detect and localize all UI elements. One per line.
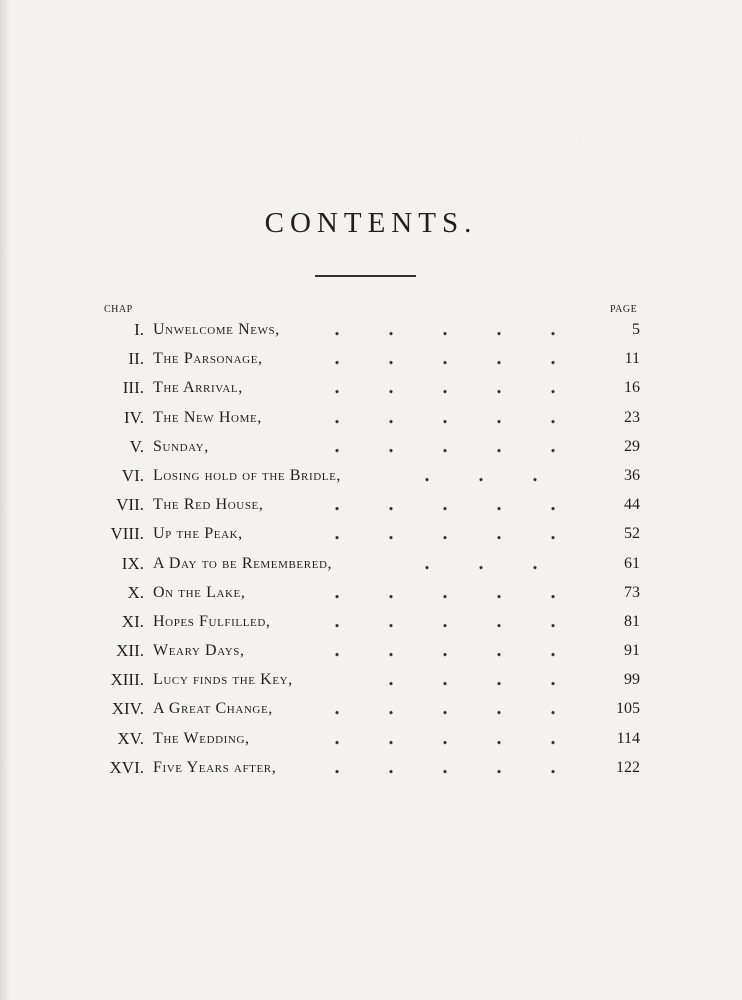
chapter-title: A Great Change, <box>153 700 273 718</box>
chapter-number: III. <box>122 378 144 398</box>
dot-leader <box>310 315 580 344</box>
chapter-title: Up the Peak, <box>153 525 243 543</box>
chapter-number: X. <box>127 582 144 602</box>
chapter-number: XII. <box>116 641 144 661</box>
page-number: 99 <box>624 671 640 689</box>
dot-leader <box>310 373 580 402</box>
dot-leader <box>310 607 580 636</box>
chapter-title: Five Years after, <box>153 758 277 776</box>
dot-leader <box>310 636 580 665</box>
toc-entry <box>0 373 742 402</box>
chapter-title: The New Home, <box>153 408 262 426</box>
title-rule <box>315 275 416 277</box>
dot-leader <box>310 344 580 373</box>
dot-leader <box>400 549 580 578</box>
chapter-title: Losing hold of the Bridle, <box>153 466 342 484</box>
chapter-title: Lucy finds the Key, <box>153 671 293 689</box>
chap-column-label: CHAP <box>104 304 133 315</box>
dot-leader <box>310 403 580 432</box>
chapter-number: V. <box>129 436 144 456</box>
page-number: 105 <box>616 700 640 718</box>
toc-entry <box>0 344 742 373</box>
chapter-title: A Day to be Remembered, <box>153 554 333 572</box>
chapter-number: XIV. <box>111 699 144 719</box>
chapter-number: IV. <box>124 407 144 427</box>
chapter-number: XV. <box>117 728 144 748</box>
toc-entry <box>0 724 742 753</box>
dot-leader <box>400 461 580 490</box>
chapter-title: Unwelcome News, <box>153 321 280 338</box>
toc-entry <box>0 403 742 432</box>
toc-entry <box>0 315 742 344</box>
chapter-title: The Wedding, <box>153 729 250 747</box>
page-number: 114 <box>616 729 640 747</box>
page-title: CONTENTS. <box>264 207 478 239</box>
page-number: 44 <box>624 496 640 514</box>
chapter-number: II. <box>128 349 144 369</box>
page-number: 61 <box>624 554 640 572</box>
chapter-number: XIII. <box>110 670 144 690</box>
dot-leader <box>310 753 580 782</box>
page-number: 23 <box>624 408 640 426</box>
page-column-label: PAGE <box>610 304 638 315</box>
chapter-number: I. <box>134 320 144 339</box>
toc-entry <box>0 753 742 782</box>
chapter-title: Weary Days, <box>153 642 245 660</box>
chapter-number: VII. <box>116 495 144 515</box>
dot-leader <box>310 724 580 753</box>
page-number: 52 <box>624 525 640 543</box>
page-number: 73 <box>624 583 640 601</box>
chapter-number: XI. <box>121 611 144 631</box>
page-number: 11 <box>624 350 640 368</box>
dot-leader <box>364 665 580 694</box>
toc-entry <box>0 578 742 607</box>
chapter-title: The Parsonage, <box>153 350 263 368</box>
page-number: 16 <box>624 379 640 397</box>
chapter-number: VIII. <box>110 524 144 544</box>
toc-entry <box>0 461 742 490</box>
dot-leader <box>310 519 580 548</box>
dot-leader <box>310 432 580 461</box>
page-number: 36 <box>624 466 640 484</box>
dot-leader <box>310 694 580 723</box>
toc-entry <box>0 519 742 548</box>
page-number: 29 <box>624 437 640 455</box>
table-of-contents <box>0 315 742 782</box>
dot-leader <box>310 578 580 607</box>
toc-entry <box>0 490 742 519</box>
chapter-number: IX. <box>121 553 144 573</box>
page-number: 122 <box>616 758 640 776</box>
chapter-title: The Arrival, <box>153 379 243 397</box>
page-number: 5 <box>632 321 640 338</box>
toc-entry <box>0 432 742 461</box>
chapter-title: Sunday, <box>153 437 209 455</box>
toc-entry <box>0 665 742 694</box>
toc-entry <box>0 549 742 578</box>
toc-entry <box>0 694 742 723</box>
chapter-number: XVI. <box>109 757 144 777</box>
chapter-title: The Red House, <box>153 496 264 514</box>
page-number: 91 <box>624 642 640 660</box>
dot-leader <box>310 490 580 519</box>
chapter-title: Hopes Fulfilled, <box>153 612 271 630</box>
toc-entry <box>0 636 742 665</box>
page-number: 81 <box>624 612 640 630</box>
chapter-number: VI. <box>121 465 144 485</box>
chapter-title: On the Lake, <box>153 583 246 601</box>
toc-entry <box>0 607 742 636</box>
